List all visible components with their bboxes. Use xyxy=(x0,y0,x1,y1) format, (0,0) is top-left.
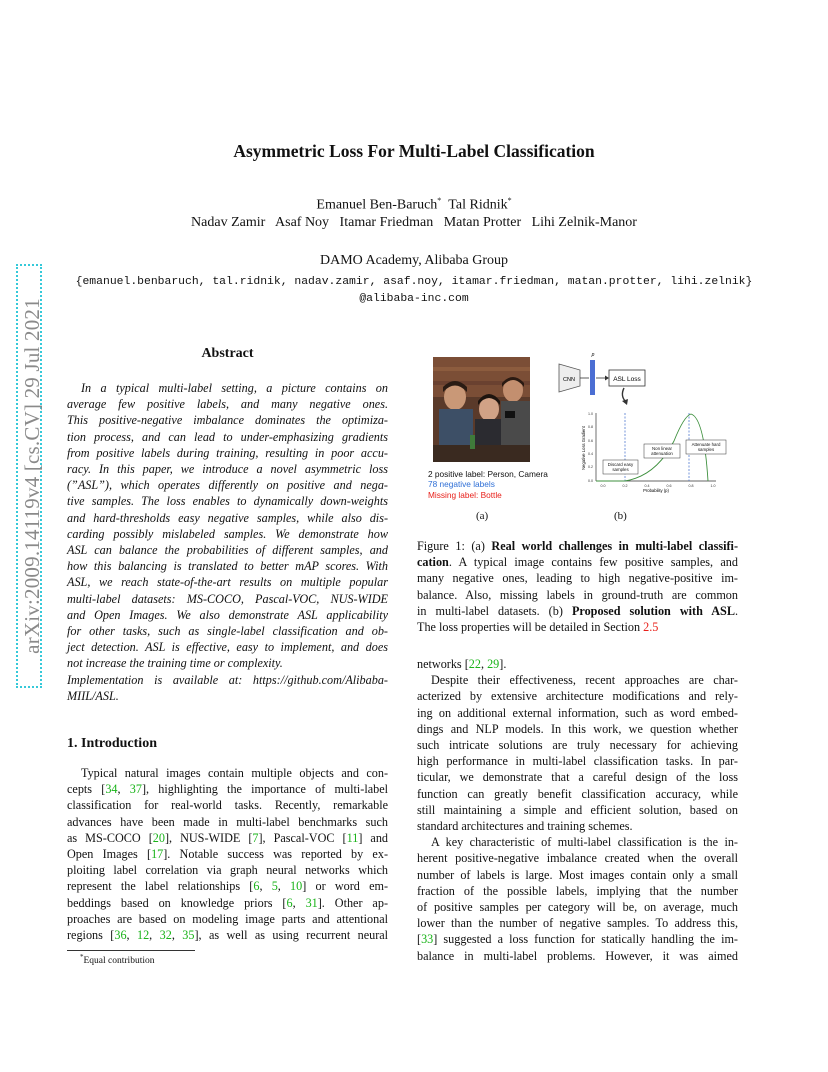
body-line: high performance in multi-label classification tasks. In par- xyxy=(417,754,738,769)
caption-line: cation. A typical image contains few positive samples, and xyxy=(417,555,738,570)
intro-line: cepts [34, 37], highlighting the importance of multi-label xyxy=(67,782,389,797)
citation-link[interactable]: 5 xyxy=(271,879,278,894)
svg-text:0.4: 0.4 xyxy=(588,452,593,456)
intro-line: beddings based on knowledge priors [6, 31]. Other ap- xyxy=(67,895,388,910)
caption-line: in multi-label datasets. (b) Proposed solution with ASL. xyxy=(417,603,738,618)
body-line: function can greatly benefit classification accuracy, while xyxy=(417,786,738,801)
svg-text:0.0: 0.0 xyxy=(600,484,606,488)
figure-label-b: (b) xyxy=(614,510,627,522)
body-line: of positive samples per category will be, on average, much xyxy=(417,900,738,915)
intro-line: ploiting label correlation via graph neural networks which xyxy=(67,863,388,878)
caption-line: balance. Also, missing labels in ground-truth are common xyxy=(417,587,738,602)
caption-line: The loss properties will be detailed in Section 2.5 xyxy=(417,620,659,635)
missing-label-text: Missing label: Bottle xyxy=(428,489,502,500)
figure-photo xyxy=(433,357,530,462)
body-line: [33] suggested a loss function for statically handling the im- xyxy=(417,932,738,947)
intro-heading: 1. Introduction xyxy=(67,736,157,751)
emails-line-2: @alibaba-inc.com xyxy=(359,293,469,305)
intro-line: classification for real-world tasks. Recently, remarkable xyxy=(67,798,388,813)
intro-line: regions [36, 12, 32, 35], as well as using recurrent neural xyxy=(67,928,389,943)
abstract-line: tion process, and can lead to under-emphasizing gradients xyxy=(67,429,388,444)
photo-illustration xyxy=(433,357,530,462)
abstract-body xyxy=(67,380,388,704)
abstract-line: multi-label datasets: MS-COCO, Pascal-VOC, NUS-WIDE xyxy=(67,591,388,606)
affiliation: DAMO Academy, Alibaba Group xyxy=(319,253,509,268)
caption-line: Figure 1: (a) Real world challenges in multi-label classifi- xyxy=(417,539,739,553)
footnote-rule xyxy=(67,950,195,951)
abstract-line: average few positive labels, and many negative ones. xyxy=(67,397,388,412)
y-axis-label: Negative Loss Gradient xyxy=(581,426,586,470)
authors-line-2: Nadav Zamir Asaf Noy Itamar Friedman Matan Protter Lihi Zelnik-Manor xyxy=(191,215,637,230)
abstract-line: from positive labels during training, resulting in poor accu- xyxy=(67,445,388,460)
body-line: still maintaining a simple and efficient solution, based on xyxy=(417,802,738,817)
asl-diagram: CNN p ASL Loss Negative Loss Gradient Probability (p) 1.0 0.8 0.6 0.4 0.2 0.0 0.0 0.2 0.4 0.6 0.8 1.0 Discard easy samples Non linear attenuation Attenuate hard samples xyxy=(556,346,736,504)
arxiv-stamp-text: arXiv:2009.14119v4 [cs.CV] 29 Jul 2021 xyxy=(20,298,44,654)
authors-line-1 xyxy=(0,196,828,214)
x-axis-label: Probability (p) xyxy=(643,488,669,493)
citation-link[interactable]: 31 xyxy=(305,895,318,910)
abstract-line: tive samples. The loss enables to dynamically down-weights xyxy=(67,494,388,509)
citation-link[interactable]: 32 xyxy=(159,928,172,943)
body-line: number of labels is large. Most images contain only a small xyxy=(417,867,738,882)
cnn-label: CNN xyxy=(563,377,575,383)
implementation-line: MIIL/ASL. xyxy=(67,688,119,703)
abstract-line: ject detection. ASL is effective, easy to implement, and does xyxy=(67,640,388,655)
abstract-line: (”ASL”), which operates differently on positive and nega- xyxy=(67,478,388,493)
abstract-line: ASL can balance the probabilities of different samples, and xyxy=(67,543,388,558)
citation-link[interactable]: 11 xyxy=(346,830,359,845)
footnote: *Equal contribution xyxy=(80,953,155,967)
abstract-line: for other tasks, such as single-label classification and ob- xyxy=(67,624,388,639)
citation-link[interactable]: 34 xyxy=(105,782,118,797)
citation-link[interactable]: 10 xyxy=(290,879,303,894)
positive-labels-text: 2 positive label: Person, Camera xyxy=(428,469,548,479)
svg-text:1.0: 1.0 xyxy=(588,412,593,416)
intro-line: as MS-COCO [20], NUS-WIDE [7], Pascal-VOC [11] and xyxy=(67,830,389,845)
body-line: fraction of the possible labels, implying that the number xyxy=(417,883,738,898)
body-line: networks [22, 29]. xyxy=(417,657,507,671)
abstract-line: not increase the training time or complexity. xyxy=(67,656,283,671)
abstract-line: and Open Images. We also demonstrate ASL applicability xyxy=(67,607,388,622)
figure-caption xyxy=(417,538,738,635)
asl-loss-label: ASL Loss xyxy=(613,376,641,383)
intro-line: Open Images [17]. Notable success was reported by ex- xyxy=(67,847,388,862)
citation-link[interactable]: 17 xyxy=(151,847,164,862)
citation-link[interactable]: 36 xyxy=(114,928,127,943)
svg-text:0.2: 0.2 xyxy=(588,465,593,469)
abstract-line: racy. In this paper, we introduce a novel asymmetric loss xyxy=(67,462,388,477)
author-mark: * xyxy=(437,196,442,205)
svg-text:0.8: 0.8 xyxy=(588,425,593,429)
abstract-line: This positive-negative imbalance dominates the optimiza- xyxy=(67,413,388,428)
author-name: Tal Ridnik xyxy=(448,197,508,213)
p-label: p xyxy=(591,352,595,358)
output-vector-icon xyxy=(590,360,595,395)
citation-link[interactable]: 7 xyxy=(252,830,259,845)
section-link[interactable]: 2.5 xyxy=(643,620,659,635)
abstract-line: In a typical multi-label setting, a picture contains on xyxy=(81,381,388,395)
caption-line: many negative ones, leading to high negative-positive im- xyxy=(417,571,738,586)
citation-link[interactable]: 29 xyxy=(487,657,500,671)
intro-line: proaches are based on modeling image parts and attentional xyxy=(67,911,388,926)
body-line: Despite their effectiveness, recent approaches are char- xyxy=(431,673,738,688)
intro-line: represent the label relationships [6, 5, 10] or word em- xyxy=(67,879,389,894)
author-mark: * xyxy=(507,196,512,205)
abstract-line: and hard-thresholds easy negative samples, while also dis- xyxy=(67,510,388,525)
paper-title: Asymmetric Loss For Multi-Label Classification xyxy=(233,141,595,161)
body-line: acterized by extensive architecture modifications and rely- xyxy=(417,689,738,704)
abstract-line: how this balancing is translated to better mAP scores. With xyxy=(67,559,388,574)
abstract-heading: Abstract xyxy=(201,346,254,361)
citation-link[interactable]: 6 xyxy=(286,895,293,910)
abstract-line: carding possibly mislabeled samples. We demonstrate how xyxy=(67,526,388,541)
body-line: ticular, we demonstrate that a careful design of the loss xyxy=(417,770,738,785)
negative-labels-text: 78 negative labels xyxy=(428,479,495,490)
right-column-body xyxy=(417,656,738,964)
body-line: ing on additional external information, such as word embed- xyxy=(417,705,738,720)
svg-text:0.2: 0.2 xyxy=(622,484,628,488)
svg-text:0.4: 0.4 xyxy=(644,484,650,488)
intro-line: advances have been made in multi-label benchmarks such xyxy=(67,814,388,829)
body-line: herent positive-negative imbalance created when the overall xyxy=(417,851,738,866)
svg-text:1.0: 1.0 xyxy=(710,484,716,488)
citation-link[interactable]: 12 xyxy=(136,928,150,943)
svg-text:0.6: 0.6 xyxy=(666,484,672,488)
body-line: balance in multi-label problems. However, it was aimed xyxy=(417,948,738,963)
svg-text:0.0: 0.0 xyxy=(588,479,593,483)
photo-labels xyxy=(428,469,548,500)
body-line: standard architectures and training schemes. xyxy=(417,819,633,834)
body-line: such intricate solutions are truly necessary for achieving xyxy=(417,738,738,753)
svg-text:0.8: 0.8 xyxy=(688,484,694,488)
abstract-line: ASL, we reach state-of-the-art results on multiple popular xyxy=(67,575,388,590)
citation-link[interactable]: 22 xyxy=(468,657,481,671)
body-line: A key characteristic of multi-label classification is the in- xyxy=(431,835,738,850)
svg-text:0.6: 0.6 xyxy=(588,439,593,443)
citation-link[interactable]: 37 xyxy=(129,782,142,797)
body-line: dings and NLP models. In this work, we question whether xyxy=(417,721,738,736)
citation-link[interactable]: 35 xyxy=(182,928,195,943)
arxiv-stamp xyxy=(20,266,50,686)
intro-body xyxy=(67,765,388,943)
implementation-line: Implementation is available at: https://github.com/Alibaba- xyxy=(67,672,388,687)
citation-link[interactable]: 33 xyxy=(421,932,434,947)
emails-line-1: {emanuel.benbaruch, tal.ridnik, nadav.zamir, asaf.noy, itamar.friedman, matan.protter, lihi.zelnik} xyxy=(75,276,753,288)
citation-link[interactable]: 6 xyxy=(253,879,260,894)
citation-link[interactable]: 20 xyxy=(152,830,165,845)
author-name: Emanuel Ben-Baruch xyxy=(316,197,438,213)
intro-line: Typical natural images contain multiple objects and con- xyxy=(81,766,388,780)
body-line: lower than the number of negative samples. To address this, xyxy=(417,916,738,931)
figure-label-a: (a) xyxy=(476,510,489,522)
